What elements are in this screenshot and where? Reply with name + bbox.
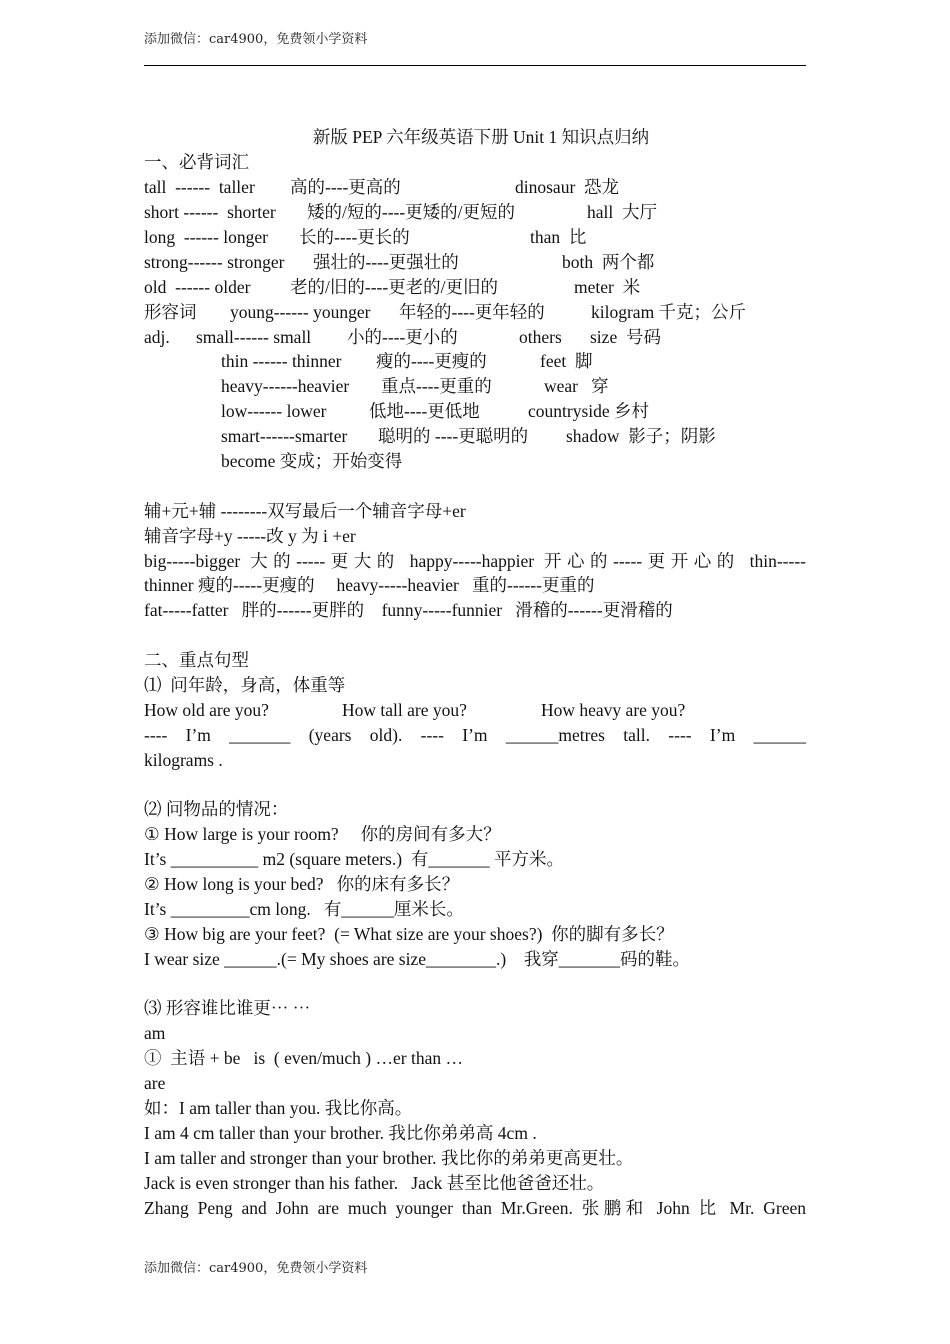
vocab-word: thin ------ thinner [221, 351, 342, 371]
vocab-extra: both 两个都 [562, 252, 655, 272]
example-sentence: I am taller and stronger than your brother. 我比你的弟弟更高更壮。 [144, 1148, 634, 1168]
vocab-meaning: 老的/旧的----更老的/更旧的 [290, 277, 499, 297]
vocab-meaning: 强壮的----更强壮的 [313, 252, 459, 272]
vocab-extra: wear 穿 [544, 376, 609, 396]
sentence: It’s __________ m2 (square meters.) 有_______ 平方米。 [144, 849, 564, 869]
section1-heading: 一、必背词汇 [144, 152, 249, 172]
answer-line: ---- I’m _______ (years old). ---- I’m ______metres tall. ---- I’m ______ [144, 725, 806, 745]
vocab-word: small------ small [196, 327, 312, 347]
section2-heading: 二、重点句型 [144, 650, 249, 670]
be-form: are [144, 1073, 166, 1093]
vocab-word: strong------ stronger [144, 252, 285, 272]
vocab-word: long ------ longer [144, 227, 268, 247]
answer-line: kilograms . [144, 750, 223, 770]
vocab-extra: hall 大厅 [587, 202, 657, 222]
sub2-heading: ⑵ 问物品的情况： [144, 799, 289, 819]
example-sentence: Jack is even stronger than his father. Jack 甚至比他爸爸还壮。 [144, 1173, 605, 1193]
spelling-rule: 辅+元+辅 --------双写最后一个辅音字母+er [144, 501, 466, 521]
page-footer: 添加微信：car4900，免费领小学资料 [144, 1261, 368, 1276]
sentence-pattern: ① 主语 + be is ( even/much ) …er than … [144, 1048, 463, 1068]
sentence: It’s _________cm long. 有______厘米长。 [144, 899, 464, 919]
vocab-extra: dinosaur 恐龙 [515, 177, 620, 197]
vocab-word: become 变成；开始变得 [221, 451, 403, 471]
vocab-meaning: 年轻的----更年轻的 [399, 302, 545, 322]
examples-line: big-----bigger 大的-----更大的 happy-----happier 开心的-----更开心的 thin----- [144, 551, 806, 571]
vocab-word: short ------ shorter [144, 202, 276, 222]
question: How heavy are you? [541, 700, 686, 720]
be-form: am [144, 1023, 166, 1043]
vocab-extra: size 号码 [590, 327, 661, 347]
vocab-extra: meter 米 [574, 277, 641, 297]
sentence: ② How long is your bed? 你的床有多长？ [144, 874, 460, 894]
adj-label: adj. [144, 327, 170, 347]
vocab-meaning: 瘦的----更瘦的 [376, 351, 487, 371]
vocab-meaning: 长的----更长的 [299, 227, 410, 247]
vocab-word: heavy------heavier [221, 376, 350, 396]
examples-line: fat-----fatter 胖的------更胖的 funny-----funnier 滑稽的------更滑稽的 [144, 600, 673, 620]
vocab-extra: than 比 [530, 227, 587, 247]
vocab-word: old ------ older [144, 277, 251, 297]
example-sentence: Zhang Peng and John are much younger than Mr.Green. 张鹏和 John 比 Mr. Green [144, 1198, 806, 1218]
vocab-extra: kilogram 千克；公斤 [591, 302, 747, 322]
sub1-heading: ⑴ 问年龄，身高，体重等 [144, 675, 346, 695]
vocab-meaning: 高的----更高的 [290, 177, 401, 197]
vocab-extra: countryside 乡村 [528, 401, 650, 421]
sub3-heading: ⑶ 形容谁比谁更⋯ ⋯ [144, 998, 311, 1018]
example-sentence: 如：I am taller than you. 我比你高。 [144, 1098, 413, 1118]
vocab-meaning: 重点----更重的 [381, 376, 492, 396]
example-sentence: I am 4 cm taller than your brother. 我比你弟弟高 4cm . [144, 1123, 537, 1143]
sentence: ① How large is your room? 你的房间有多大？ [144, 824, 501, 844]
sentence: I wear size ______.(= My shoes are size________.) 我穿_______码的鞋。 [144, 949, 690, 969]
sentence: ③ How big are your feet? (= What size are your shoes?) 你的脚有多长？ [144, 924, 674, 944]
spelling-rule: 辅音字母+y -----改 y 为 i +er [144, 526, 356, 546]
adjective-label: 形容词 [144, 302, 197, 322]
document-title: 新版 PEP 六年级英语下册 Unit 1 知识点归纳 [312, 127, 650, 147]
vocab-word: young------ younger [230, 302, 371, 322]
question: How old are you? [144, 700, 269, 720]
vocab-extra: others [519, 327, 562, 347]
page-header: 添加微信：car4900，免费领小学资料 [144, 32, 368, 47]
vocab-extra: feet 脚 [540, 351, 593, 371]
vocab-meaning: 低地----更低地 [369, 401, 480, 421]
question: How tall are you? [342, 700, 467, 720]
vocab-word: smart------smarter [221, 426, 348, 446]
vocab-word: tall ------ taller [144, 177, 255, 197]
header-rule [144, 65, 806, 66]
vocab-meaning: 聪明的 ----更聪明的 [378, 426, 529, 446]
vocab-meaning: 矮的/短的----更矮的/更短的 [307, 202, 516, 222]
vocab-word: low------ lower [221, 401, 327, 421]
examples-line: thinner 瘦的-----更瘦的 heavy-----heavier 重的------更重的 [144, 575, 595, 595]
vocab-extra: shadow 影子；阴影 [566, 426, 716, 446]
vocab-meaning: 小的----更小的 [347, 327, 458, 347]
